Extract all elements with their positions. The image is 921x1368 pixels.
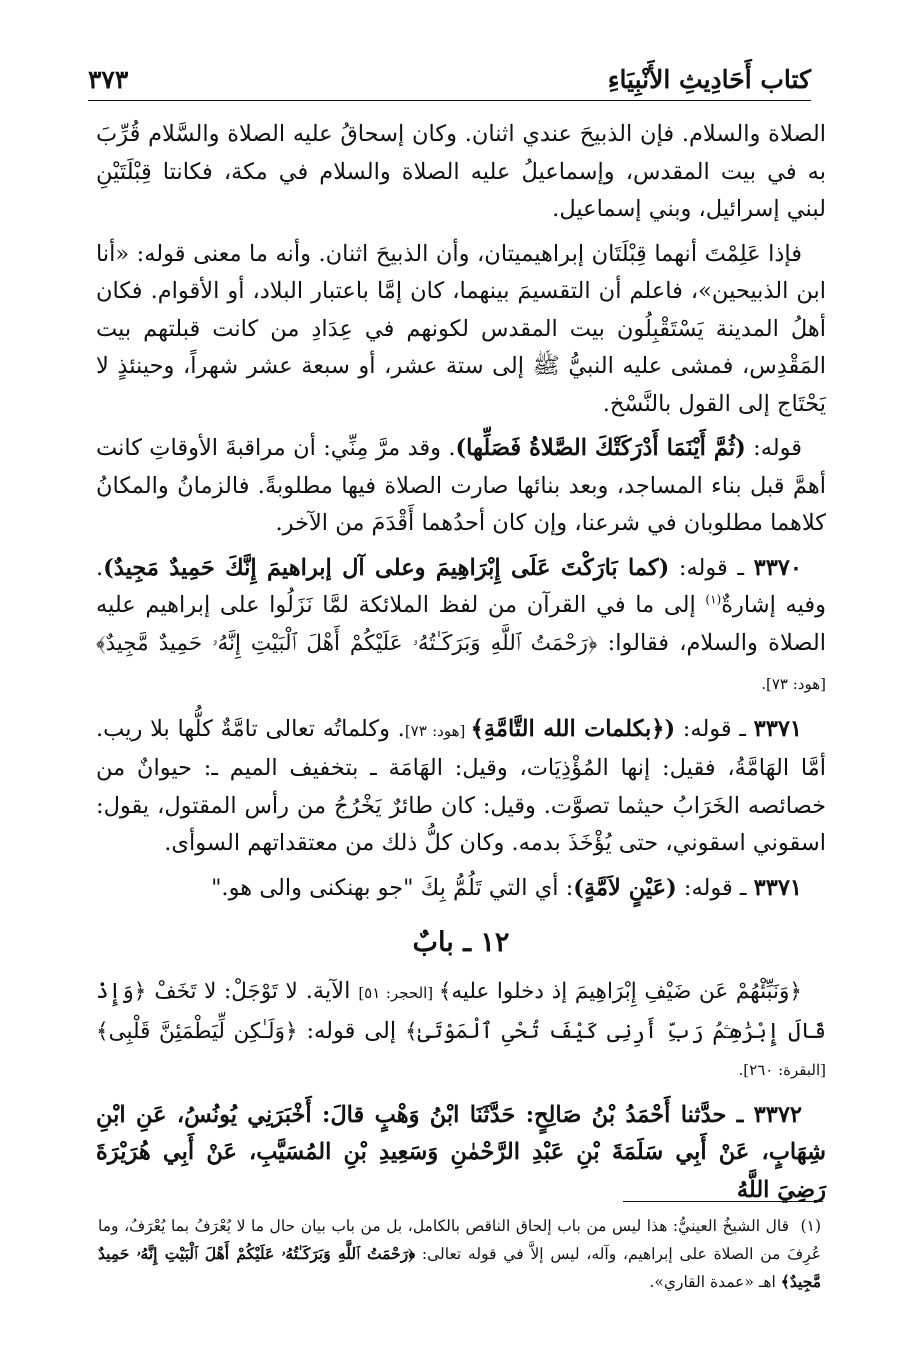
text-line: إشارةٌ [721, 592, 776, 618]
text-line: أهمَّ قبل بناء المساجد، وبعد بنائها صارت الصلاة فيها مطلوبةً. فالزمانُ والمكانُ كلاهما [96, 472, 826, 536]
commentary-label: قوله: [745, 435, 803, 461]
paragraph-3 [96, 430, 826, 543]
text-line: فإذا عَلِمْتَ أنهما قِبْلَتَان إبراهيميتان، وأن الذبيحَ اثنان. وأنه ما معنى قوله: «أنا [96, 240, 802, 267]
hadith-quote: (ثُمَّ أَيْنَمَا أَدْرَكَتْكَ الصَّلاةُ فَصَلِّها) [455, 435, 746, 461]
footnote [98, 1213, 821, 1296]
verse-reference: [البقرة: ٢٦٠]. [738, 1061, 826, 1079]
quran-verse: ﴿رَحْمَتُ ٱللَّهِ وَبَرَكَـٰتُهُۥ عَلَيْكُمْ أَهْلَ ٱلْبَيْتِ إِنَّهُۥ حَمِيدٌ [98, 1244, 416, 1263]
commentary-label: ـ قوله: [676, 874, 754, 901]
chapter-heading: ١٢ ـ بابٌ [412, 927, 510, 958]
page-number: ٣٧٣ [88, 65, 129, 94]
paragraph-2 [96, 236, 826, 424]
text-line: فقالوا: [597, 629, 669, 656]
footnote-reference[interactable]: (١) [705, 592, 722, 607]
text-line: بيت المقدس، وإسماعيلُ عليه الصلاة والسلام في مكة، فكانتا قِبْلَتَيْنِ لبني إسرائيل، [96, 158, 826, 222]
hadith-quote: (كما بَارَكْتَ عَلَى إِبْرَاهِيمَ وعلى آل إبراهيمَ إِنَّكَ حَمِيدٌ مَجِيدٌ) [103, 554, 670, 581]
hadith-number: ٣٣٧١ [753, 715, 803, 742]
text-line: ابن الذبيحين»، فاعلم أن التقسيمَ بينهما، كان إمَّا باعتبار البلاد، أو الأقوام. فكان [96, 278, 826, 304]
text-line: الصلاة والسلام. فإن الذبيحَ عندي اثنان. وكان إسحاقُ عليه الصلاة والسَّلام قُرِّبَ به في [96, 121, 826, 185]
paragraph-3371-b [96, 870, 826, 908]
text-line: فمشى عليه النبيُّ ﷺ إلى ستة عشر، أو سبعة عشر شهراً، وحينئذٍ لا يَحْتَاج إلى القول [96, 353, 826, 417]
bab-verses [96, 973, 826, 1090]
text-line: : أي التي تَلُمُّ بِكَ "جو بهنكنى والى هو." [211, 874, 574, 901]
text-line: بالنَّسْخ. [602, 390, 672, 417]
footnote-number: (١) [800, 1217, 821, 1235]
quran-verse: ﴿رَحْمَتُ ٱللَّهِ وَبَرَكَـٰتُهُۥ عَلَيْكُمْ أَهْلَ ٱلْبَيْتِ إِنَّهُۥ حَمِيدٌ مَّجِيدٌ﴾ [96, 630, 598, 656]
quran-gloss: لا تَوْجَلْ: لا تَخَفْ [154, 979, 298, 1004]
hadith-number: ٣٣٧١ [753, 874, 802, 901]
quran-verse: ﴿وَلَـٰكِن لِّيَطْمَئِنَّ قَلْبِى﴾ [96, 1018, 298, 1044]
verse-reference: [الحجر: ٥١] [358, 984, 439, 1002]
hadith-3372 [96, 1097, 826, 1210]
running-header [88, 52, 811, 101]
footnote-line: قال الشيخُ العينيُّ: هذا ليس من باب إلحاق الناقص بالكامل، بل من باب بيان حال ما لا يُعْرَفُ بما يُعْرَفُ، وما [98, 1217, 789, 1235]
text-line: مطلوبان في شرعنا، وإن كان أحدُهما أَقْدَمَ من الآخر. [275, 510, 763, 536]
text-line: إلى ما في القرآن من لفظ الملائكة لمَّا نَزَلُوا على إبراهيم عليه الصلاة والسلام، [96, 592, 826, 656]
quran-verse: مَّجِيدٌ﴾ [780, 1272, 821, 1291]
main-text [96, 116, 826, 1216]
text-line: . وكلماتُه تعالى تامَّةٌ كلُّها بلا [150, 715, 405, 742]
paragraph-1 [96, 116, 826, 229]
text-line: . وفيه [96, 554, 827, 618]
commentary-label: ـ قوله: [675, 715, 754, 742]
paragraph-3371-a [96, 711, 826, 863]
book-title: كتاب أَحَادِيثِ الأَنْبِيَاءِ [607, 65, 811, 94]
hadith-text-line: شِهَابٍ، عَنْ أَبِي سَلَمَةَ بْنِ عَبْدِ الرَّحْمٰنِ وَسَعِيدِ بْنِ المُسَيَّبِ، عَنْ أَبِي هُرَيْرَةَ رَضِيَ اللَّهُ [96, 1139, 826, 1203]
footnotes [98, 1213, 821, 1296]
text-line: أهلُ المدينة يَسْتَقْبِلُون بيت المقدس لكونهم في عِدَادِ من كانت قبلتهم بيت المَقْدِس، [96, 315, 827, 379]
text-line: اسقوني اسقوني، حتى يُؤْخَذَ بدمه. وكان كلُّ ذلك من معتقداتهم السوأى. [164, 830, 826, 856]
hadith-quote: (﴿بكلمات الله التَّامَّةِ﴾ [470, 715, 676, 742]
hadith-quote: (عَيْنٍ لاَمَّةٍ) [573, 874, 677, 901]
text-line: وبني إسماعيل. [552, 196, 692, 222]
text-line: خصائصه الخَرَابُ حيثما تصوَّت. وقيل: كان طائرٌ يَخْرُجُ من رأس المقتول، يقول: [96, 792, 826, 819]
footnote-line: عُرِفَ من الصلاة على إبراهيم، وآله، ليس إلاَّ في قوله تعالى: [415, 1245, 821, 1263]
hadith-number: ٣٣٧٠ [753, 554, 802, 581]
text-line: إلى قوله: [297, 1017, 405, 1044]
quran-verse: ﴿وَنَبِّئْهُمْ عَن ضَيْفِ إِبْرَاهِيمَ إذ دخلوا عليه﴾ [438, 979, 803, 1004]
text-line: ريب. أمَّا الهَامَّةُ، فقيل: إنها المُؤْذِيَات، وقيل: الهَامَة ـ بتخفيف الميم ـ: حيوانٌ من [96, 715, 826, 781]
verse-reference: [هود: ٧٣]. [761, 675, 826, 693]
hadith-number: ٣٣٧٢ [753, 1101, 802, 1128]
quran-verse: ﴿وَإِذْ قَالَ إِبْرَٰهِـۧمُ رَبِّ أَرِنِى كَيْفَ تُحْىِ ٱلْمَوْتَىٰ﴾ [96, 979, 826, 1044]
commentary-label: ـ قوله: [669, 554, 754, 581]
footnote-divider [623, 1201, 823, 1202]
footnote-line: اهـ «عمدة القاري». [649, 1273, 781, 1291]
verse-reference: [هود: ٧٣] [404, 721, 471, 740]
paragraph-3370 [96, 550, 826, 704]
text-line: الآية. [297, 978, 359, 1004]
hadith-text-line: ـ حدَّثنا أَحْمَدُ بْنُ صَالِحٍ: حَدَّثَنَا ابْنُ وَهْبٍ قالَ: أَخْبَرَنِي يُونُسُ، عَنِ ابْنِ [96, 1101, 754, 1128]
text-line: . وقد مرَّ مِنِّي: أن مراقبةَ الأوقاتِ كانت [96, 435, 456, 461]
